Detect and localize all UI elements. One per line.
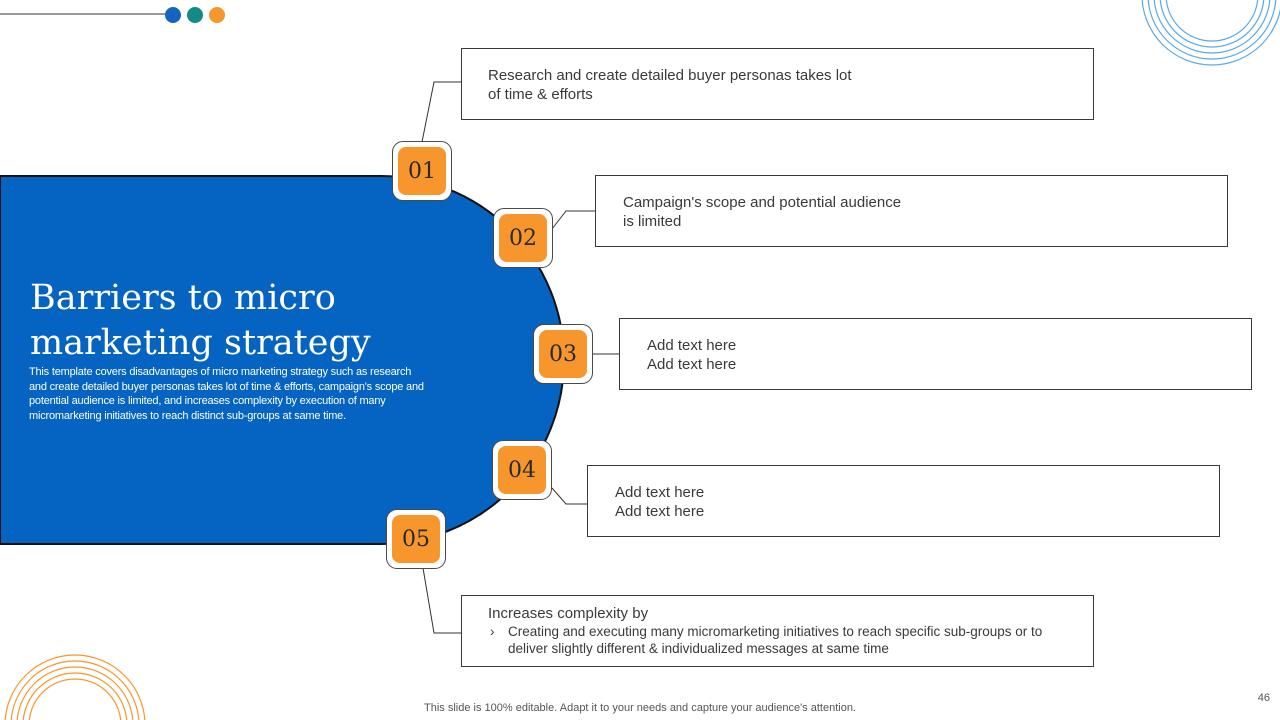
item-box-01 [461, 48, 1094, 120]
connector-01 [422, 82, 462, 142]
footer-note: This slide is 100% editable. Adapt it to your needs and capture your audience's attention. [424, 702, 856, 714]
item-01-line-1: Research and create detailed buyer personas takes lot [488, 67, 852, 84]
dot-orange [209, 7, 225, 23]
connector-05 [423, 568, 462, 633]
dot-teal [187, 7, 203, 23]
item-box-05 [461, 595, 1094, 667]
slide-title [30, 276, 450, 366]
slide-description: This template covers disadvantages of micro marketing strategy such as research and create detailed buyer personas takes lot of time & efforts, campaign's scope and potential audience is limited, and increases complexity by execution of many micromarketing initiatives to reach distinct sub-groups at same time. [29, 366, 424, 422]
chevron-right-icon: › [490, 624, 495, 639]
number-badge-05-label: 05 [392, 515, 440, 563]
number-badge-05 [386, 509, 446, 569]
item-04-line-1: Add text here [615, 484, 705, 501]
connector-02 [552, 211, 596, 229]
item-01-line-2: of time & efforts [488, 86, 593, 103]
title-line-1: Barriers to micro [30, 278, 336, 318]
item-04-line-2: Add text here [615, 503, 705, 520]
number-badge-01-label: 01 [398, 147, 446, 195]
number-badge-02-label: 02 [499, 214, 547, 262]
item-03-line-1: Add text here [647, 337, 737, 354]
item-05-bullet-line-2: deliver slightly different & individualized messages at same time [508, 641, 889, 656]
item-box-03 [619, 318, 1252, 390]
item-05-heading: Increases complexity by [488, 605, 649, 622]
number-badge-03-label: 03 [539, 330, 587, 378]
number-badge-01 [392, 141, 452, 201]
item-05-bullet [488, 623, 1093, 657]
dot-blue [165, 7, 181, 23]
number-badge-02 [493, 208, 553, 268]
item-05-bullet-line-1: Creating and executing many micromarketing initiatives to reach specific sub-groups or to [508, 624, 1043, 639]
connector-04 [552, 488, 588, 504]
rings-top-right [1142, 0, 1280, 65]
number-badge-04 [492, 440, 552, 500]
item-03-line-2: Add text here [647, 356, 737, 373]
number-badge-03 [533, 324, 593, 384]
number-badge-04-label: 04 [498, 446, 546, 494]
page-number: 46 [1257, 692, 1270, 704]
item-box-02 [595, 175, 1228, 247]
item-02-line-2: is limited [623, 213, 682, 230]
title-line-2: marketing strategy [30, 323, 371, 363]
item-02-line-1: Campaign's scope and potential audience [623, 194, 902, 211]
item-box-04 [587, 465, 1220, 537]
